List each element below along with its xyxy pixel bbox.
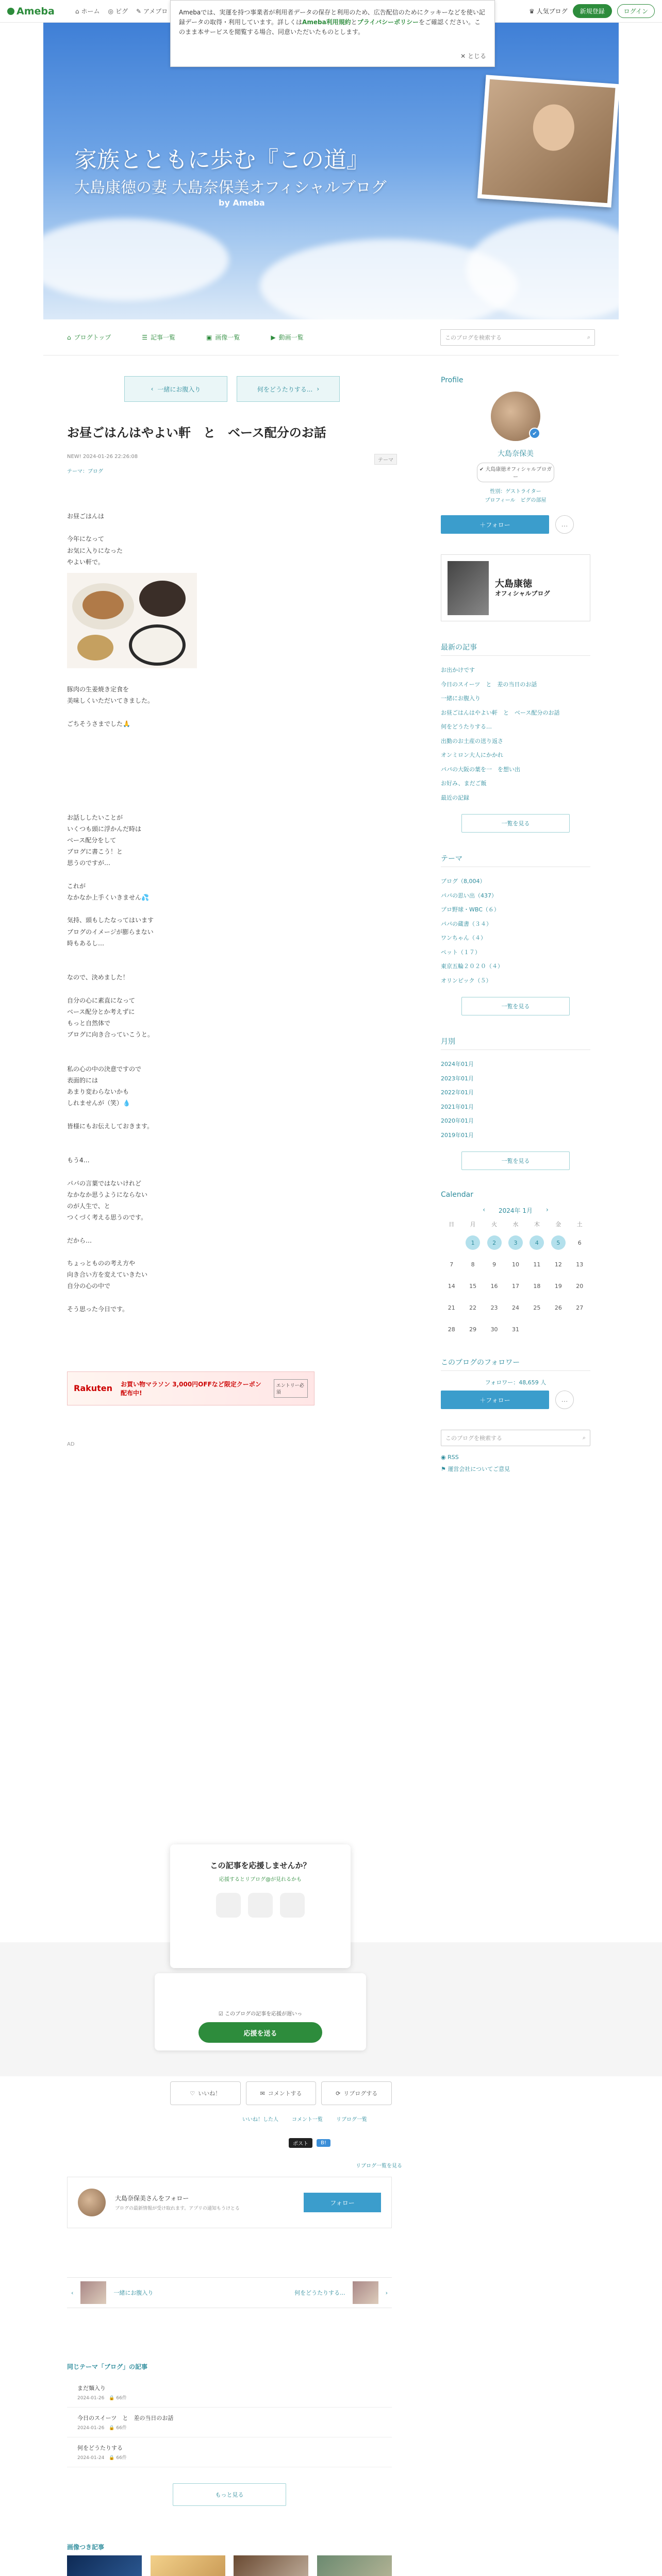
calendar-weekday: 日 (449, 1221, 455, 1228)
paragraph (67, 684, 397, 730)
sidebar-list-item[interactable]: 2020年01月 (441, 1117, 474, 1124)
comments-link[interactable]: コメント一覧 (292, 2117, 323, 2123)
prev-entry-button[interactable]: ‹ 一緒にお腹入り (124, 376, 227, 402)
rss-link[interactable]: ◉ RSS (441, 1454, 459, 1461)
related-entry[interactable] (67, 2378, 392, 2408)
text-line: 皆様にもお伝えしておきます。 (67, 1122, 154, 1130)
paragraph (67, 511, 397, 568)
calendar-day[interactable]: 5 (551, 1235, 566, 1250)
image-entry[interactable] (151, 2555, 225, 2576)
text-line (67, 869, 397, 880)
reblog-list-link[interactable]: リブログ一覧を見る (356, 2163, 402, 2169)
cookie-notice: Amebaでは、実運を持つ事業者が利用者データの保存と利用のため、広告配信のためにクッキーなどを使い記録データの取得・利用しています。詳しくはAmeba利用規約とプライバシーポリシーをご確認ください。このまま本サービスを閲覧する場合、同意いただいたものとします。 ✕ とじる (170, 0, 495, 67)
notice-close-button[interactable]: ✕ とじる (460, 52, 486, 60)
nav-video-list[interactable]: ▶ 動画一覧 (271, 333, 304, 341)
calendar-day: 13 (576, 1261, 584, 1268)
calendar-header (441, 1206, 590, 1215)
text-line (67, 1052, 397, 1063)
sidebar-list-item[interactable]: オリンピック（５） (441, 977, 492, 984)
text-line (67, 1246, 397, 1258)
calendar-weekday: 金 (555, 1221, 561, 1228)
text-line: 今年になって (67, 535, 105, 543)
recent-heading: 最新の記事 (441, 642, 590, 656)
profile-follow-row (441, 515, 590, 534)
official-blogger-badge: ✔ 大島康徳オフィシャルブロガー (477, 463, 554, 482)
crown-icon: ♛ (528, 8, 535, 15)
entry-title: お昼ごはんはやよい軒 と ベース配分のお話 (67, 426, 326, 440)
entry-date: NEW! 2024-01-26 22:26:08 (67, 454, 138, 460)
calendar-day: 9 (492, 1261, 496, 1268)
calendar-day[interactable]: 3 (508, 1235, 523, 1250)
calendar-day: 25 (533, 1304, 541, 1311)
entry-actions (170, 2081, 392, 2105)
sidebar-list-item[interactable]: ペット（１７） (441, 948, 481, 956)
next-entry-button[interactable]: 何をどうたりする... › (237, 376, 340, 402)
rss-icon: ◉ (441, 1454, 448, 1461)
text-line: 向き合い方を変えていきたい (67, 1271, 148, 1279)
theme-heading: テーマ (441, 853, 590, 867)
profile-genre: 性別：ゲストライター (490, 489, 541, 495)
text-line (67, 960, 397, 972)
calendar-day: 11 (533, 1261, 541, 1268)
text-line: 自分の心の中で (67, 1282, 111, 1290)
popular-blog-link[interactable]: ♛ 人気ブログ (528, 8, 568, 15)
text-line: 表面的には (67, 1077, 98, 1084)
calendar-day: 19 (554, 1282, 562, 1290)
next-entry-link[interactable]: 何をどうたりする... › (294, 2281, 388, 2304)
more-button[interactable]: … (555, 1391, 574, 1409)
text-line (67, 522, 397, 533)
calendar-heading: Calendar (441, 1191, 473, 1199)
cloud (43, 218, 229, 301)
calendar-day: 8 (471, 1261, 475, 1268)
list-icon: ☰ (142, 333, 148, 341)
sidebar-search-input[interactable]: このブログを検索する ⌕ (441, 1430, 590, 1446)
ameba-icon (7, 8, 14, 15)
x-post-button[interactable]: ポスト (289, 2138, 312, 2148)
sidebar-list-item[interactable]: 2021年01月 (441, 1103, 474, 1110)
search-icon[interactable]: ⌕ (582, 1434, 586, 1441)
ameba-logo[interactable]: Ameba (7, 6, 55, 17)
calendar-day: 31 (511, 1326, 519, 1333)
paragraph (67, 857, 397, 1189)
calendar-weekday: 木 (534, 1221, 540, 1228)
chevron-left-icon: ‹ (151, 385, 154, 393)
image-entry-thumb (234, 2555, 308, 2576)
banner-entry-box: エントリー必須 (274, 1379, 308, 1398)
sidebar-list-item[interactable]: 2022年01月 (441, 1089, 474, 1096)
text-line: お話ししたいことが (67, 814, 123, 821)
official-photo (448, 561, 489, 615)
text-line: 自分の心に素直になって (67, 996, 136, 1004)
calendar-day[interactable]: 2 (487, 1235, 502, 1250)
text-line (67, 706, 397, 718)
chevron-left-icon: ‹ (71, 2289, 74, 2296)
text-line: しれませんが（笑）💧 (67, 1099, 130, 1107)
soup-bowl (139, 581, 186, 617)
sidebar-list-item[interactable]: 出勤のお土産の送り返さ (441, 737, 503, 744)
reblogs-link[interactable]: リブログ一覧 (336, 2117, 367, 2123)
sidebar-list-item[interactable]: 2023年01月 (441, 1075, 474, 1082)
follow-card-button[interactable]: フォロー (304, 2193, 381, 2212)
text-line: もう4… (67, 1157, 90, 1164)
prev-entry-link[interactable]: ‹ 一緒にお腹入り (71, 2281, 153, 2304)
sidebar-list-item[interactable]: プロ野球・WBC（６） (441, 906, 500, 913)
calendar-weekday: 水 (512, 1221, 519, 1228)
calendar-day: 28 (448, 1326, 455, 1333)
sidebar-list-item[interactable]: オンミロン大人にかかれ (441, 752, 503, 758)
pigg-room-link[interactable]: ピグの部屋 (520, 498, 547, 503)
rakuten-banner[interactable] (67, 1371, 315, 1405)
follow-card-name: 大島奈保美さんをフォロー (115, 2195, 189, 2202)
calendar-day: 30 (490, 1326, 498, 1333)
reblog-icon: ⟳ (336, 2090, 341, 2097)
calendar-day: 24 (511, 1304, 519, 1311)
top-right (529, 4, 655, 18)
related-entry-date: 2024-01-26 🔒 66件 (77, 2396, 127, 2401)
related-more-button[interactable]: もっと見る (173, 2483, 286, 2506)
calendar-weekday: 土 (576, 1221, 583, 1228)
side-dish (77, 635, 113, 660)
calendar-day: 10 (511, 1261, 519, 1268)
sidebar-list-item[interactable]: ワンちゃん（４） (441, 935, 486, 941)
text-line: ブログのイメージが膨らまない (67, 928, 154, 936)
theme-badge[interactable]: テーマ (374, 454, 397, 465)
month-list (441, 1057, 590, 1142)
close-icon: ✕ (460, 52, 468, 60)
profile-heading: Profile (441, 376, 464, 384)
image-entries-heading: 画像つき記事 (67, 2544, 105, 2551)
sidebar-list-item[interactable]: 何をどうたりする… (441, 723, 492, 730)
home-icon: ⌂ (67, 333, 71, 341)
share-row (289, 2138, 330, 2148)
text-line: ブログに向き合っていこうと。 (67, 1031, 154, 1039)
hatena-button[interactable]: B! (317, 2139, 330, 2147)
sidebar-list-item[interactable]: 最近の記録 (441, 794, 469, 801)
calendar-day[interactable]: 1 (466, 1235, 480, 1250)
sidebar-list-item[interactable]: 2019年01月 (441, 1131, 474, 1139)
calendar-day: 17 (511, 1282, 519, 1290)
calendar-weekday: 月 (470, 1221, 476, 1228)
image-entry[interactable] (67, 2555, 142, 2576)
article (67, 376, 397, 1447)
calendar-day: 22 (469, 1304, 477, 1311)
theme-list (441, 874, 590, 988)
top-nav-ameblo[interactable]: ✎ アメブロ (136, 7, 168, 15)
text-line: ちょっとものの考え方や (67, 1260, 136, 1267)
text-line: もっと自然体で (67, 1020, 111, 1027)
ad-label: AD (67, 1441, 75, 1447)
profile-name[interactable]: 大島奈保美 (498, 450, 534, 458)
calendar-day: 16 (490, 1282, 498, 1290)
text-line: なかなか上手くいきません💦 (67, 894, 149, 901)
calendar-day: 29 (469, 1326, 477, 1333)
related-entry-date: 2024-01-24 🔒 66件 (77, 2455, 127, 2461)
chevron-right-icon[interactable]: › (546, 1206, 549, 1213)
support-card (170, 1844, 351, 1968)
sidebar-list-item[interactable]: パパの大阪の葉を一 を想い出 (441, 766, 520, 773)
paragraph (67, 812, 397, 835)
text-line (67, 1292, 397, 1303)
recent-see-all-button[interactable]: 一覧を見る (461, 814, 570, 833)
gift-icon (280, 1893, 305, 1918)
entry-body (67, 511, 397, 1315)
blog-nav (43, 319, 619, 355)
image-entry-thumb (151, 2555, 225, 2576)
comment-button[interactable]: ✉ コメントする (246, 2081, 317, 2105)
sidebar-list-item[interactable]: 一緒にお腹入り (441, 695, 481, 702)
chevron-right-icon: › (385, 2289, 388, 2296)
text-line: 豚肉の生姜焼き定食を (67, 685, 129, 693)
pink-text: ベース配分をして (67, 837, 117, 844)
followers-follow-row (441, 1391, 590, 1409)
official-blog-banner[interactable] (441, 554, 590, 621)
nav-image-list[interactable]: ▣ 画像一覧 (206, 333, 240, 341)
signup-button[interactable]: 新規登録 (573, 4, 612, 18)
blog-subtitle: 大島康徳の妻 大島奈保美オフィシャルブログ (74, 179, 387, 197)
image-icon: ▣ (206, 333, 212, 341)
gift-icon (248, 1893, 273, 1918)
related-heading: 同じテーマ「ブログ」の記事 (67, 2363, 148, 2370)
support-check[interactable]: ☑ このブログの記事を応援が遅いっ (218, 2011, 303, 2017)
profile-avatar[interactable] (491, 392, 540, 441)
header-photo (477, 75, 619, 208)
paragraph (67, 1212, 397, 1315)
text-line (67, 1040, 397, 1052)
profile-link[interactable]: プロフィール (485, 498, 516, 503)
likers-link[interactable]: いいね！した人 (242, 2117, 278, 2123)
verified-icon: ✔ (529, 428, 540, 439)
text-line: やよい軒で。 (67, 558, 104, 566)
text-line: そう思った今日です。 (67, 1305, 129, 1313)
text-line (67, 1166, 397, 1178)
text-line: 思うのですが… (67, 859, 111, 867)
official-title: 大島康徳 (495, 578, 532, 589)
login-button[interactable]: ログイン (617, 4, 655, 18)
text-line: なので、決めました！ (67, 974, 129, 981)
sidebar-list-item[interactable]: 今日のスイーツ と 差の当日のお話 (441, 681, 537, 688)
follow-avatar[interactable] (78, 2189, 106, 2216)
image-entry-thumb (317, 2555, 392, 2576)
sidebar (441, 376, 590, 1475)
purple-text (67, 1189, 397, 1212)
sidebar-list-item[interactable]: ブログ（8,004） (441, 878, 486, 885)
action-links (242, 2115, 367, 2123)
calendar-day: 12 (554, 1261, 562, 1268)
text-line: あまり変わらないかも (67, 1088, 129, 1096)
calendar-day[interactable]: 4 (529, 1235, 544, 1250)
sidebar-links (441, 1451, 590, 1475)
calendar-weekday: 火 (491, 1221, 498, 1228)
gift-icon (216, 1893, 241, 1918)
photo-face (532, 103, 576, 152)
report-link[interactable]: ⚑ 運営会社についてご意見 (441, 1466, 510, 1473)
calendar-day: 7 (450, 1261, 454, 1268)
search-icon[interactable]: ⌕ (587, 333, 590, 341)
sidebar-list-item[interactable]: パパの蔵書（３４） (441, 920, 492, 927)
entry-theme[interactable]: テーマ：ブログ (67, 469, 103, 474)
follow-card (67, 2177, 392, 2228)
text-line: 時もあるし… (67, 939, 105, 947)
sidebar-list-item[interactable]: お昼ごはんはやよい軒 と ベース配分のお話 (441, 709, 560, 716)
related-entry[interactable] (67, 2437, 392, 2467)
text-line: つくづく考える思うのです。 (67, 1214, 147, 1222)
food-photo[interactable] (67, 573, 197, 668)
text-line: 美味しくいただいてきました。 (67, 697, 154, 705)
calendar-month: 2024年 1月 (499, 1207, 533, 1214)
image-entry[interactable] (234, 2555, 308, 2576)
sidebar-list-item[interactable]: 2024年01月 (441, 1061, 474, 1067)
purple-text: ブログに書こう！と (67, 848, 123, 856)
image-entries (67, 2555, 392, 2576)
nav-entry-list[interactable]: ☰ 記事一覧 (142, 333, 176, 341)
theme-see-all-button[interactable]: 一覧を見る (461, 997, 570, 1015)
calendar-day: 20 (576, 1282, 584, 1290)
text-line: ごちそうさまでした🙏 (67, 720, 130, 727)
top-pager (67, 376, 397, 402)
top-nav-pigg[interactable]: ◎ ピグ (108, 7, 128, 15)
top-nav-home[interactable]: ⌂ ホーム (75, 7, 100, 15)
prev-next-nav (67, 2277, 392, 2308)
privacy-link[interactable]: プライバシーポリシー (357, 19, 419, 26)
home-icon: ⌂ (75, 7, 79, 15)
text-line: パパの言葉ではないけれど (67, 1179, 142, 1187)
pigg-icon: ◎ (108, 7, 113, 15)
reblog-button[interactable]: ⟳ リブログする (321, 2081, 392, 2105)
by-ameba: by Ameba (219, 198, 265, 208)
entry-meta (67, 454, 397, 465)
followers-heading: このブログのフォロワー (441, 1357, 590, 1371)
rice-bowl (129, 624, 186, 666)
send-support-button[interactable]: 応援を送る (198, 2022, 322, 2043)
nav-blog-top[interactable]: ⌂ ブログトップ (67, 333, 111, 341)
followers-count[interactable]: フォロワー：48,659 人 (485, 1379, 547, 1386)
text-line: お気に入りになった (67, 547, 123, 554)
recent-list (441, 663, 590, 805)
follow-button[interactable]: ＋フォロー (441, 1391, 549, 1409)
follow-card-desc: ブログの最新情報が受け取れます。アプリの通知もうけとる (115, 2206, 240, 2211)
month-see-all-button[interactable]: 一覧を見る (461, 1151, 570, 1170)
blog-title[interactable]: 家族とともに歩む『この道』 (74, 147, 369, 173)
blog-search-input[interactable]: このブログを検索する ⌕ (440, 329, 595, 346)
support-sub: 応援するとリブログ@が見れるかも (219, 1877, 302, 1883)
related-entry[interactable] (67, 2408, 392, 2437)
calendar-day: 18 (533, 1282, 541, 1290)
top-nav (75, 7, 168, 15)
sidebar-list-item[interactable]: 東京五輪２０２０（４） (441, 963, 503, 970)
text-line: お昼ごはんは (67, 513, 105, 520)
prev-thumb (80, 2281, 106, 2304)
text-line (67, 984, 397, 995)
text-line: だから… (67, 1236, 92, 1244)
text-line: いくつも頭に浮かんだ時は (67, 825, 142, 833)
text-line (67, 1109, 397, 1121)
text-line: 私の心の中の決意ですので (67, 1065, 142, 1073)
text-line (67, 903, 397, 914)
more-button[interactable]: … (555, 515, 574, 534)
follow-button[interactable]: ＋フォロー (441, 515, 549, 534)
calendar-day: 26 (554, 1304, 562, 1311)
text-line (67, 1132, 397, 1143)
related-entry-title: 何をどうたりする (77, 2445, 123, 2451)
text-line (67, 1223, 397, 1234)
chevron-left-icon[interactable]: ‹ (483, 1206, 485, 1213)
blog-icon: ✎ (136, 7, 142, 15)
flag-icon: ⚑ (441, 1466, 448, 1473)
support-send-card (155, 1973, 366, 2050)
video-icon: ▶ (271, 333, 276, 341)
calendar-day: 15 (469, 1282, 477, 1290)
related-list (67, 2378, 392, 2467)
image-entry[interactable] (317, 2555, 392, 2576)
calendar-day: 6 (577, 1239, 582, 1246)
heart-icon: ♡ (190, 2090, 195, 2097)
calendar-day: 23 (490, 1304, 498, 1311)
text-line: なかなか思うようにならない (67, 1191, 148, 1198)
comment-icon: ✉ (260, 2090, 265, 2097)
blog-header-image (43, 23, 619, 319)
text-line: これが (67, 882, 86, 890)
official-sub: オフィシャルブログ (495, 589, 550, 597)
related-entry-date: 2024-01-26 🔒 66件 (77, 2426, 127, 2431)
profile-links (441, 487, 590, 505)
month-heading: 月別 (441, 1036, 590, 1050)
rakuten-logo: Rakuten (74, 1383, 113, 1394)
text-line (67, 949, 397, 960)
text-line: ベース配分とか考えずに (67, 1008, 135, 1015)
chevron-right-icon: › (317, 385, 320, 393)
calendar-grid (441, 1220, 590, 1336)
support-title: この記事を応援しませんか？ (210, 1861, 311, 1870)
support-icons (170, 1893, 351, 1918)
next-thumb (353, 2281, 378, 2304)
pork-ginger (82, 591, 124, 619)
image-entry-thumb (67, 2555, 142, 2576)
sidebar-list-item[interactable]: お好み、まだご飯 (441, 780, 487, 787)
calendar-day: 21 (448, 1304, 455, 1311)
like-button[interactable]: ♡ いいね！ (170, 2081, 241, 2105)
related-entry-title: まだ麺入り (77, 2385, 106, 2392)
calendar-day: 14 (448, 1282, 455, 1290)
terms-link[interactable]: Ameba利用規約 (302, 19, 351, 26)
calendar-day: 27 (576, 1304, 584, 1311)
sidebar-list-item[interactable]: お出かけです (441, 667, 475, 673)
banner-text: お買い物マラソン 3,000円OFFなど限定クーポン配布中! (121, 1380, 261, 1397)
text-line: 気持、頭もしたなってはいます (67, 917, 154, 924)
sidebar-list-item[interactable]: パパの思い出（437） (441, 892, 497, 899)
calendar-empty (441, 1235, 462, 1250)
text-line: のが人生で、と (67, 1202, 110, 1210)
related-entry-title: 今日のスイーツ と 差の当日のお話 (77, 2415, 174, 2421)
text-line (67, 1143, 397, 1155)
